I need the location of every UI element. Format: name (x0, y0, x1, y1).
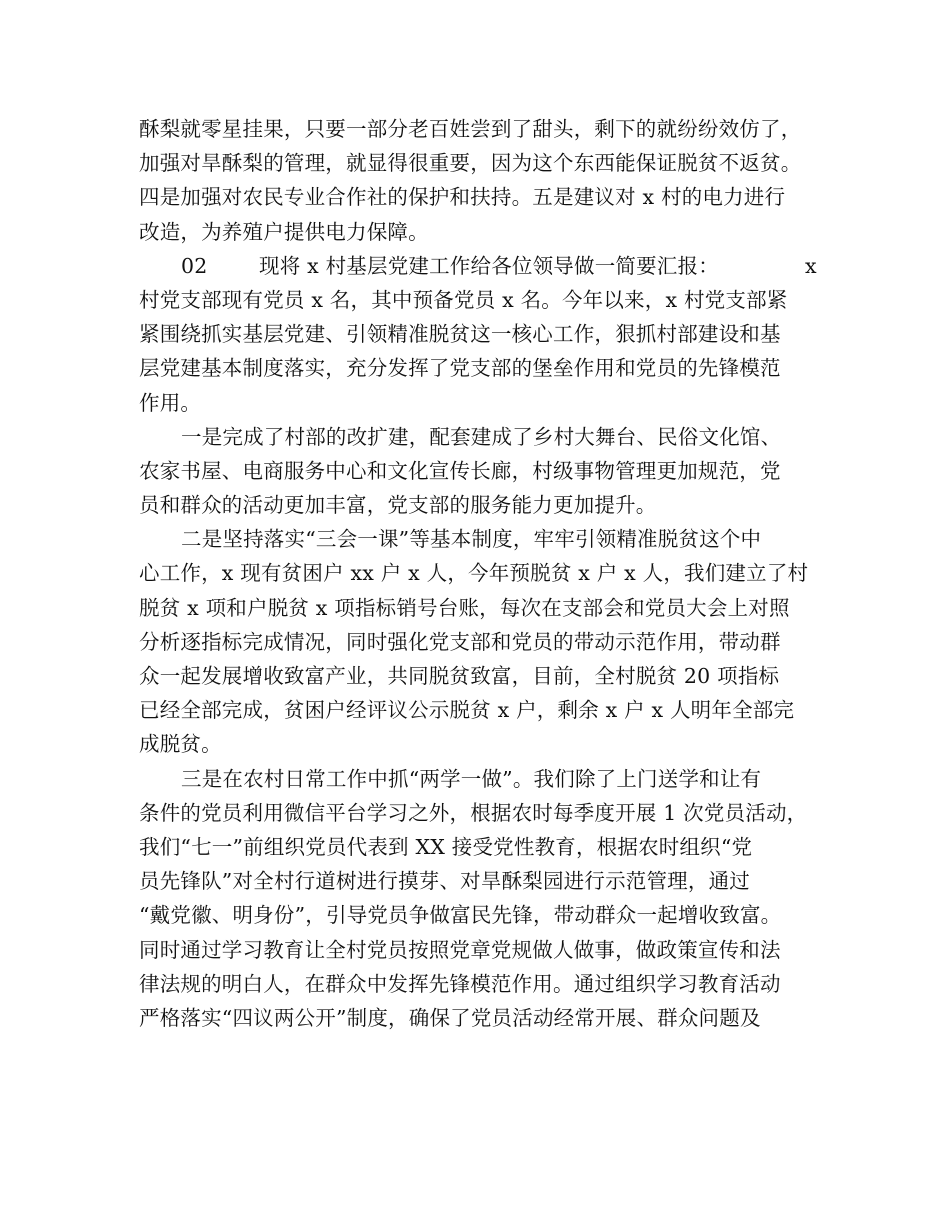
text-line: 农家书屋、电商服务中心和文化宣传长廊，村级事物管理更加规范，党 (139, 458, 781, 483)
section-trailing-text: x (805, 253, 817, 278)
paragraph-start-line: 二是坚持落实“三会一课”等基本制度，牢牢引领精准脱贫这个中 (181, 527, 762, 552)
section-intro-text: 现将 x 村基层党建工作给各位领导做一简要汇报： (259, 253, 719, 278)
text-line: 众一起发展增收致富产业，共同脱贫致富，目前，全村脱贫 20 项指标 (139, 664, 780, 688)
section-number: 02 (181, 253, 208, 278)
text-line: 同时通过学习教育让全村党员按照党章党规做人做事，做政策宣传和法 (139, 937, 781, 962)
text-line: 条件的党员利用微信平台学习之外，根据农时每季度开展 1 次党员活动， (139, 800, 808, 825)
text-line: “戴党徽、明身份”，引导党员争做富民先锋，带动群众一起增收致富。 (139, 903, 782, 928)
text-line: 分析逐指标完成情况，同时强化党支部和党员的带动示范作用，带动群 (139, 629, 781, 654)
text-line: 脱贫 x 项和户脱贫 x 项指标销号台账，每次在支部会和党员大会上对照 (139, 595, 790, 620)
document-body (139, 112, 829, 1035)
text-line: 成脱贫。 (139, 732, 222, 757)
section-heading-line (139, 249, 829, 283)
text-line: 改造，为养殖户提供电力保障。 (139, 219, 429, 244)
text-line: 律法规的明白人，在群众中发挥先锋模范作用。通过组织学习教育活动 (139, 971, 781, 996)
text-line: 层党建基本制度落实，充分发挥了党支部的堡垒作用和党员的先锋模范 (139, 356, 781, 381)
text-line: 四是加强对农民专业合作社的保护和扶持。五是建议对 x 村的电力进行 (139, 185, 786, 210)
text-line: 加强对旱酥梨的管理，就显得很重要，因为这个东西能保证脱贫不返贫。 (139, 151, 802, 176)
text-line: 作用。 (139, 390, 202, 415)
text-line: 酥梨就零星挂果，只要一部分老百姓尝到了甜头，剩下的就纷纷效仿了， (139, 117, 802, 141)
text-line: 紧围绕抓实基层党建、引领精准脱贫这一核心工作，狠抓村部建设和基 (139, 322, 781, 347)
text-line: 严格落实“四议两公开”制度，确保了党员活动经常开展、群众问题及 (139, 1005, 761, 1030)
text-line: 我们“七一”前组织党员代表到 XX 接受党性教育，根据农时组织“党 (139, 834, 753, 859)
text-line: 员和群众的活动更加丰富，党支部的服务能力更加提升。 (139, 493, 657, 518)
text-line: 已经全部完成，贫困户经评议公示脱贫 x 户，剩余 x 户 x 人明年全部完 (139, 698, 795, 723)
paragraph-start-line: 三是在农村日常工作中抓“两学一做”。我们除了上门送学和让有 (181, 766, 762, 791)
text-line: 心工作，x 现有贫困户 xx 户 x 人，今年预脱贫 x 户 x 人，我们建立了村 (139, 561, 809, 586)
paragraph-start-line: 一是完成了村部的改扩建，配套建成了乡村大舞台、民俗文化馆、 (181, 424, 782, 449)
text-line: 村党支部现有党员 x 名，其中预备党员 x 名。今年以来，x 村党支部紧 (139, 287, 788, 312)
text-line: 员先锋队”对全村行道树进行摸芽、对旱酥梨园进行示范管理，通过 (139, 869, 750, 894)
